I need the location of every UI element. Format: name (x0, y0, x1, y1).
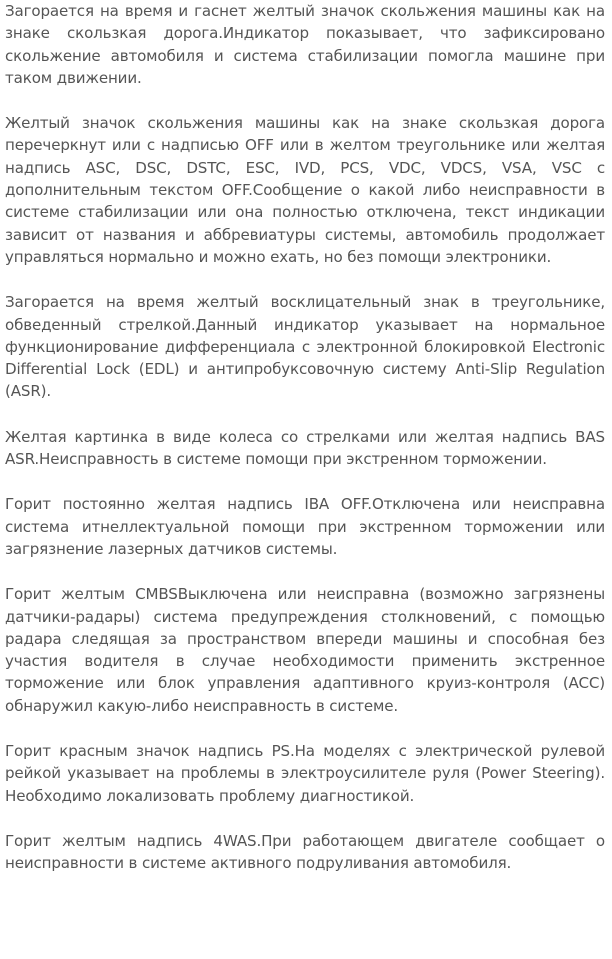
paragraph-bas-asr: Желтая картинка в виде колеса со стрелками или желтая надпись BAS ASR.Неисправность в системе помощи при экстренном торможении. (5, 427, 605, 469)
paragraph-iba-off: Горит постоянно желтая надпись IBA OFF.Отключена или неисправна система итнеллектуальной помощи при экстренном торможении или загрязнение лазерных датчиков системы. (5, 495, 605, 558)
paragraph-edl-asr: Загорается на время желтый восклицательный знак в треугольнике, обведенный стрелкой.Данный индикатор указывает на нормальное функционирование дифференциала с электронной блокировкой Electronic Differential Lock (EDL) и антипробуксовочную систему Anti-Slip Regulation (ASR). (5, 293, 605, 401)
paragraph-cmbs: Горит желтым CMBSВыключена или неисправна (возможно загрязнены датчики-радары) система предупреждения столкновений, с помощью радара следящая за пространством впереди машины и способная без участия водителя в случае необходимости применить экстренное торможение или блок управления адаптивного круиз-контроля (ACC) обнаружил какую-либо неисправность в системе. (5, 585, 605, 715)
paragraph-stability-off: Желтый значок скольжения машины как на знаке скользкая дорога перечеркнут или с надписью OFF или в желтом треугольнике или желтая надпись ASC, DSC, DSTC, ESC, IVD, PCS, VDC, VDCS, VSA, VSC с дополнительным текстом OFF.Сообщение о какой либо неисправности в системе стабилизации или она полностью отключена, текст индикации зависит от названия и аббревиатуры системы, автомобиль продолжает управляться нормально и можно ехать, но без помощи электроники. (5, 114, 605, 266)
paragraph-4was: Горит желтым надпись 4WAS.При работающем двигателе сообщает о неисправности в системе активного подруливания автомобиля. (5, 831, 605, 873)
article-body (5, 0, 605, 875)
paragraph-ps: Горит красным значок надпись PS.На моделях с электрической рулевой рейкой указывает на проблемы в электроусилителе руля (Power Steering). Необходимо локализовать проблему диагностикой. (5, 742, 605, 805)
paragraph-stability-slip: Загорается на время и гаснет желтый значок скольжения машины как на знаке скользкая дорога.Индикатор показывает, что зафиксировано скольжение автомобиля и система стабилизации помогла машине при таком движении. (5, 2, 605, 87)
